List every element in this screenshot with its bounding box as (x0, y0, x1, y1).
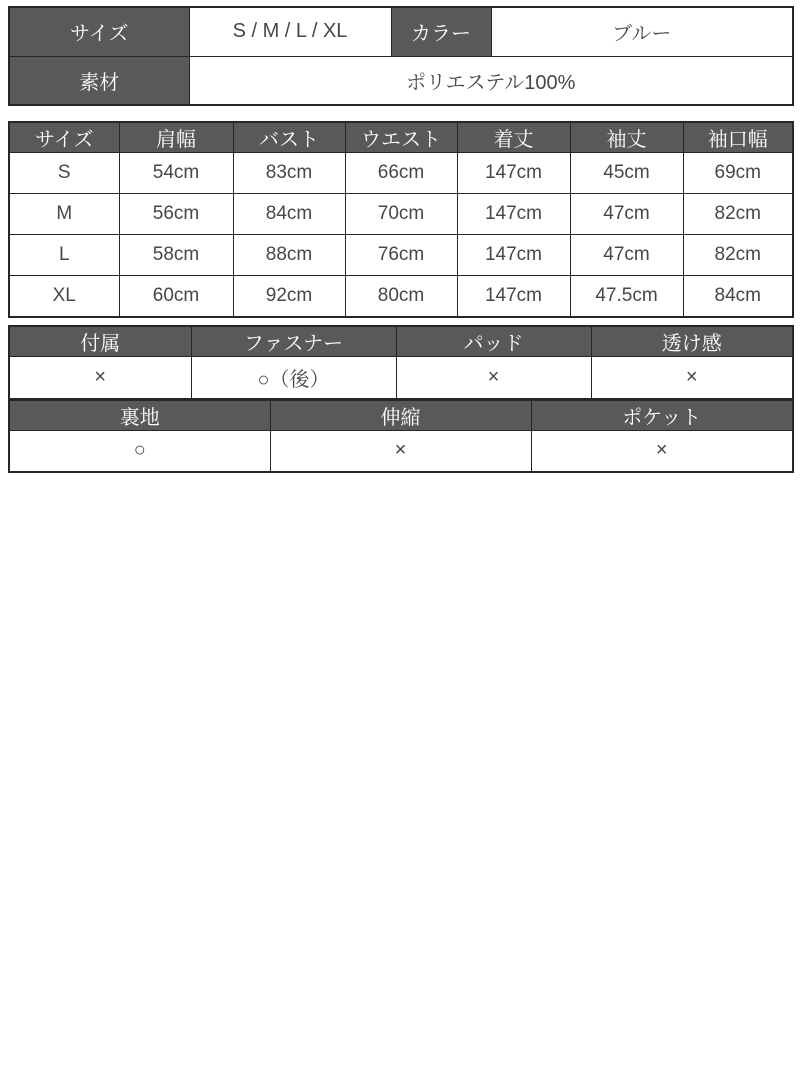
cell-sleeve-length: 45cm (570, 153, 683, 194)
value-accessories: × (9, 357, 191, 399)
size-value-cell: S / M / L / XL (189, 7, 391, 56)
cell-length: 147cm (457, 194, 570, 235)
cell-length: 147cm (457, 276, 570, 317)
col-header-shoulder: 肩幅 (119, 122, 233, 153)
features-table-lower (8, 399, 794, 473)
cell-size: L (9, 235, 119, 276)
cell-bust: 83cm (233, 153, 345, 194)
cell-waist: 80cm (345, 276, 457, 317)
value-stretch: × (270, 431, 531, 472)
cell-shoulder: 54cm (119, 153, 233, 194)
cell-bust: 88cm (233, 235, 345, 276)
header-accessories: 付属 (9, 326, 191, 357)
value-zipper: ○（後） (191, 357, 396, 399)
header-lining: 裏地 (9, 400, 270, 431)
cell-shoulder: 60cm (119, 276, 233, 317)
size-chart-row-xl (9, 276, 793, 317)
cell-sleeve-length: 47.5cm (570, 276, 683, 317)
value-pockets: × (531, 431, 793, 472)
cell-bust: 84cm (233, 194, 345, 235)
product-info-row-2 (9, 56, 793, 105)
cell-bust: 92cm (233, 276, 345, 317)
col-header-cuff-width: 袖口幅 (683, 122, 793, 153)
features-table-upper (8, 325, 794, 400)
size-label-cell: サイズ (9, 7, 189, 56)
header-stretch: 伸縮 (270, 400, 531, 431)
col-header-size: サイズ (9, 122, 119, 153)
material-value-cell: ポリエステル100% (189, 56, 793, 105)
size-chart-row-s (9, 153, 793, 194)
cell-length: 147cm (457, 235, 570, 276)
cell-waist: 76cm (345, 235, 457, 276)
features-value-row-1 (9, 357, 793, 399)
material-label-cell: 素材 (9, 56, 189, 105)
color-label-cell: カラー (391, 7, 491, 56)
value-lining: ○ (9, 431, 270, 472)
cell-length: 147cm (457, 153, 570, 194)
features-value-row-2 (9, 431, 793, 472)
product-info-row-1 (9, 7, 793, 56)
col-header-waist: ウエスト (345, 122, 457, 153)
header-pads: パッド (396, 326, 591, 357)
cell-shoulder: 58cm (119, 235, 233, 276)
value-sheerness: × (591, 357, 793, 399)
cell-cuff-width: 84cm (683, 276, 793, 317)
cell-waist: 66cm (345, 153, 457, 194)
col-header-sleeve-length: 袖丈 (570, 122, 683, 153)
cell-size: M (9, 194, 119, 235)
cell-size: XL (9, 276, 119, 317)
product-info-table (8, 6, 794, 106)
features-header-row-2 (9, 400, 793, 431)
value-pads: × (396, 357, 591, 399)
cell-cuff-width: 82cm (683, 235, 793, 276)
header-pockets: ポケット (531, 400, 793, 431)
cell-waist: 70cm (345, 194, 457, 235)
features-header-row-1 (9, 326, 793, 357)
col-header-length: 着丈 (457, 122, 570, 153)
cell-size: S (9, 153, 119, 194)
header-sheerness: 透け感 (591, 326, 793, 357)
size-chart-header-row (9, 122, 793, 153)
header-zipper: ファスナー (191, 326, 396, 357)
cell-cuff-width: 82cm (683, 194, 793, 235)
cell-shoulder: 56cm (119, 194, 233, 235)
cell-sleeve-length: 47cm (570, 235, 683, 276)
size-chart-row-l (9, 235, 793, 276)
color-value-cell: ブルー (491, 7, 793, 56)
size-chart-row-m (9, 194, 793, 235)
size-chart-table (8, 121, 794, 318)
cell-cuff-width: 69cm (683, 153, 793, 194)
cell-sleeve-length: 47cm (570, 194, 683, 235)
col-header-bust: バスト (233, 122, 345, 153)
